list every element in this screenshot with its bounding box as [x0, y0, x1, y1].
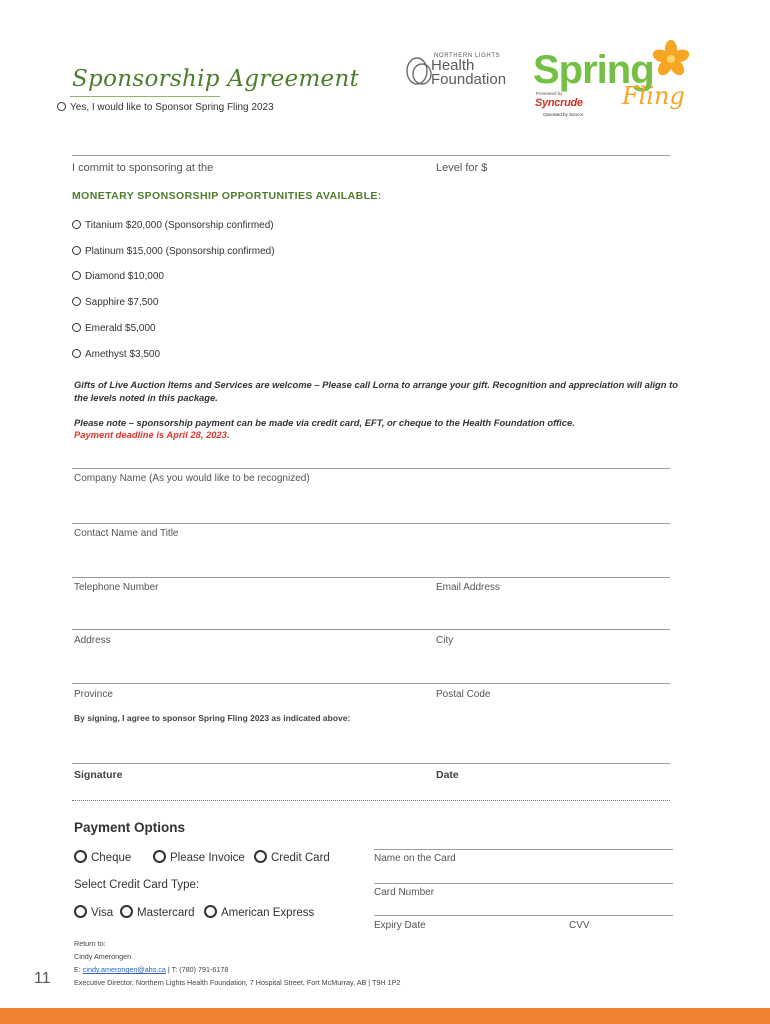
page-title: Sponsorship Agreement — [72, 66, 360, 92]
postal-label: Postal Code — [436, 689, 491, 700]
yes-sponsor-checkbox[interactable] — [57, 102, 66, 111]
province-label: Province — [74, 689, 113, 700]
gifts-note: Gifts of Live Auction Items and Services are welcome – Please call Lorna to arrange your gift. Recognition and appreciation will align to the levels noted in this package. — [74, 379, 678, 403]
method-cheque-label: Cheque — [91, 852, 132, 864]
address-city-line[interactable] — [72, 629, 670, 630]
card-number-label: Card Number — [374, 887, 435, 898]
monetary-heading: MONETARY SPONSORSHIP OPPORTUNITIES AVAILABLE: — [72, 190, 382, 202]
return-phone: | T: (780) 791-6178 — [167, 965, 229, 974]
emerald-checkbox[interactable] — [72, 323, 81, 332]
province-postal-line[interactable] — [72, 683, 670, 684]
card-number-line[interactable] — [374, 883, 673, 884]
option-platinum-label: Platinum $15,000 (Sponsorship confirmed) — [85, 246, 275, 257]
option-platinum[interactable] — [72, 246, 275, 257]
return-name: Cindy Amerongen — [74, 952, 132, 961]
return-address: Executive Director, Northern Lights Health Foundation, 7 Hospital Street, Fort McMurray, AB | T9H 1P2 — [74, 978, 401, 987]
card-mastercard-label: Mastercard — [137, 907, 195, 919]
return-email-link[interactable]: cindy.amerongen@ahs.ca — [82, 965, 166, 974]
commit-line[interactable] — [72, 155, 670, 156]
method-invoice[interactable] — [153, 850, 245, 864]
address-label: Address — [74, 635, 111, 646]
card-visa-label: Visa — [91, 907, 114, 919]
flower-icon — [650, 38, 692, 80]
telephone-email-line[interactable] — [72, 577, 670, 578]
payment-note: Please note – sponsorship payment can be made via credit card, EFT, or cheque to the Health Foundation office. — [74, 417, 575, 428]
option-sapphire-label: Sapphire $7,500 — [85, 297, 159, 308]
agree-statement: By signing, I agree to sponsor Spring Fling 2023 as indicated above: — [74, 713, 351, 723]
diamond-checkbox[interactable] — [72, 271, 81, 280]
yes-sponsor-label: Yes, I would like to Sponsor Spring Fling 2023 — [70, 102, 274, 113]
platinum-checkbox[interactable] — [72, 246, 81, 255]
option-titanium[interactable] — [72, 220, 274, 231]
option-amethyst[interactable] — [72, 349, 160, 360]
option-diamond-label: Diamond $10,000 — [85, 271, 164, 282]
mastercard-checkbox[interactable] — [120, 905, 133, 918]
yes-sponsor-option[interactable] — [57, 102, 274, 113]
expiry-cvv-line[interactable] — [374, 915, 673, 916]
return-email-prefix: E: — [74, 965, 81, 974]
logo-nl-small: NORTHERN LIGHTS — [434, 53, 501, 59]
method-cheque[interactable] — [74, 850, 131, 864]
name-on-card-label: Name on the Card — [374, 853, 456, 864]
title-underline — [70, 96, 220, 97]
logo-fling: Fling — [622, 82, 685, 110]
city-label: City — [436, 635, 454, 646]
cheque-checkbox[interactable] — [74, 850, 87, 863]
signature-line[interactable] — [72, 763, 670, 764]
level-label: Level for $ — [436, 162, 488, 174]
visa-checkbox[interactable] — [74, 905, 87, 918]
contact-label: Contact Name and Title — [74, 528, 179, 539]
card-amex-label: American Express — [221, 907, 315, 919]
card-mastercard[interactable] — [120, 905, 195, 919]
logo-nl-health: Health — [431, 57, 475, 74]
contact-line[interactable] — [72, 523, 670, 524]
logo-presented-by: Presented by — [536, 91, 563, 96]
option-emerald[interactable] — [72, 323, 156, 334]
cvv-label: CVV — [569, 920, 590, 931]
logo-syncrude: Syncrude — [535, 97, 583, 109]
date-label: Date — [436, 769, 459, 781]
company-label: Company Name (As you would like to be recognized) — [74, 473, 310, 484]
card-visa[interactable] — [74, 905, 113, 919]
footer-bar — [0, 1008, 770, 1024]
logo-nl-foundation: Foundation — [431, 71, 507, 88]
card-type-label: Select Credit Card Type: — [74, 879, 200, 891]
telephone-label: Telephone Number — [74, 582, 159, 593]
expiry-label: Expiry Date — [374, 920, 426, 931]
return-label: Return to: — [74, 939, 106, 948]
commit-label: I commit to sponsoring at the — [72, 162, 214, 174]
method-credit-card-label: Credit Card — [271, 852, 330, 864]
option-titanium-label: Titanium $20,000 (Sponsorship confirmed) — [85, 220, 274, 231]
sapphire-checkbox[interactable] — [72, 297, 81, 306]
name-on-card-line[interactable] — [374, 849, 673, 850]
amethyst-checkbox[interactable] — [72, 349, 81, 358]
card-amex[interactable] — [204, 905, 314, 919]
signature-label: Signature — [74, 769, 123, 781]
titanium-checkbox[interactable] — [72, 220, 81, 229]
method-credit-card[interactable] — [254, 850, 330, 864]
company-line[interactable] — [72, 468, 670, 469]
logo-operated-by: Operated by Suncor — [543, 112, 584, 117]
invoice-checkbox[interactable] — [153, 850, 166, 863]
section-divider — [72, 800, 670, 801]
credit-card-checkbox[interactable] — [254, 850, 267, 863]
method-invoice-label: Please Invoice — [170, 852, 245, 864]
payment-heading: Payment Options — [74, 820, 186, 835]
option-sapphire[interactable] — [72, 297, 158, 308]
option-amethyst-label: Amethyst $3,500 — [85, 349, 161, 360]
health-foundation-logo-icon — [404, 54, 434, 88]
page-number: 11 — [34, 970, 51, 987]
payment-deadline: Payment deadline is April 28, 2023. — [74, 429, 230, 440]
option-emerald-label: Emerald $5,000 — [85, 323, 156, 334]
amex-checkbox[interactable] — [204, 905, 217, 918]
email-label: Email Address — [436, 582, 500, 593]
return-contact — [74, 965, 228, 974]
option-diamond[interactable] — [72, 271, 164, 282]
logo-spring: Spring — [533, 48, 654, 92]
